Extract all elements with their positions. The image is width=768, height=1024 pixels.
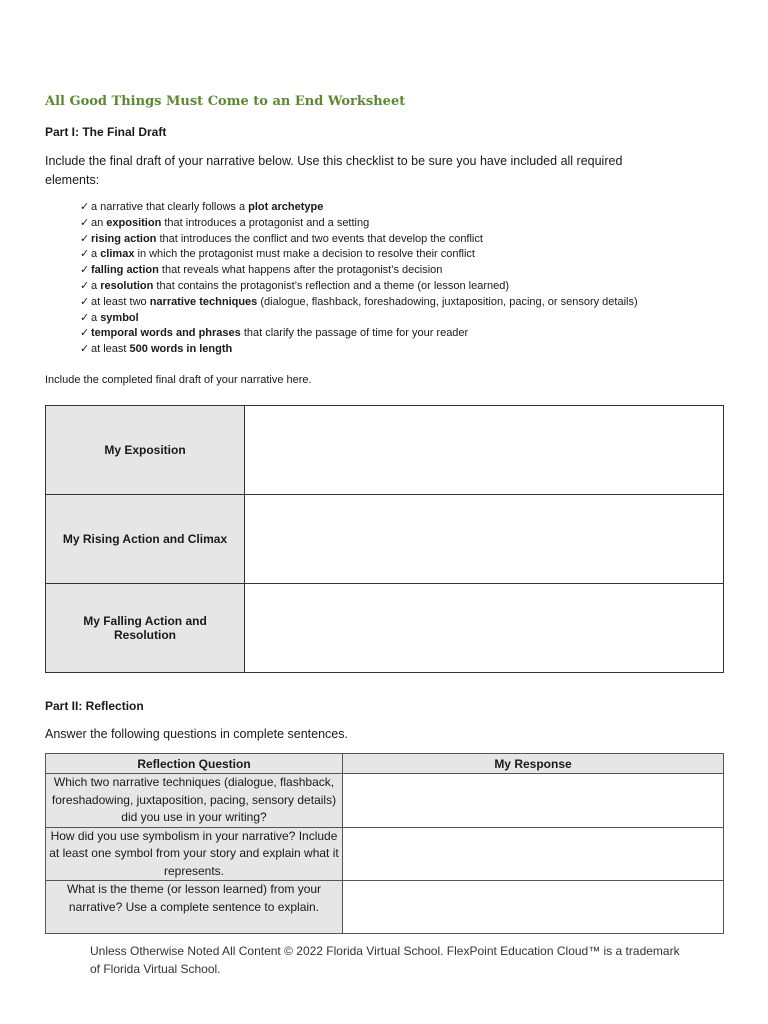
table-row: [46, 774, 724, 828]
table-row: [46, 881, 724, 934]
falling-action-response-cell[interactable]: [245, 584, 724, 673]
checklist-item: ✓ a symbol: [80, 311, 638, 327]
copyright-footer: Unless Otherwise Noted All Content © 2022 Florida Virtual School. FlexPoint Education Cloud™ is a trademark of Florida Virtual School.: [90, 944, 680, 976]
exposition-response-cell[interactable]: [245, 406, 724, 495]
checklist: [80, 200, 638, 358]
column-header-response: My Response: [343, 754, 724, 774]
part1-heading: Part I: The Final Draft: [45, 125, 167, 139]
table-header-row: [46, 754, 724, 774]
checkmark-icon: ✓: [80, 311, 90, 324]
reflection-question: How did you use symbolism in your narrative? Include at least one symbol from your story and explain what it represents.: [46, 827, 343, 881]
row-label: My Exposition: [46, 406, 245, 495]
checkmark-icon: ✓: [80, 295, 90, 308]
table-row: [46, 584, 724, 673]
checkmark-icon: ✓: [80, 216, 90, 229]
checklist-item: ✓ a narrative that clearly follows a plot archetype: [80, 200, 638, 216]
table-row: [46, 406, 724, 495]
part2-instruction: Answer the following questions in complete sentences.: [45, 727, 348, 741]
reflection-response-cell[interactable]: [343, 827, 724, 881]
reflection-response-cell[interactable]: [343, 774, 724, 828]
checklist-item: ✓ a resolution that contains the protagonist’s reflection and a theme (or lesson learned): [80, 279, 638, 295]
checklist-item: ✓ rising action that introduces the conflict and two events that develop the conflict: [80, 232, 638, 248]
checklist-item: ✓ a climax in which the protagonist must make a decision to resolve their conflict: [80, 247, 638, 263]
checklist-item: ✓ falling action that reveals what happens after the protagonist’s decision: [80, 263, 638, 279]
part2-heading: Part II: Reflection: [45, 699, 144, 713]
draft-note: Include the completed final draft of your narrative here.: [45, 374, 312, 386]
checklist-item: ✓ at least two narrative techniques (dialogue, flashback, foreshadowing, juxtaposition, pacing, or sensory details): [80, 295, 638, 311]
reflection-response-cell[interactable]: [343, 881, 724, 934]
table-row: [46, 495, 724, 584]
narrative-table: [45, 405, 724, 673]
checkmark-icon: ✓: [80, 264, 90, 277]
reflection-table: [45, 753, 724, 934]
checkmark-icon: ✓: [80, 279, 90, 292]
checkmark-icon: ✓: [80, 343, 90, 356]
row-label: My Rising Action and Climax: [46, 495, 245, 584]
checklist-item: ✓ an exposition that introduces a protagonist and a setting: [80, 216, 638, 232]
checkmark-icon: ✓: [80, 232, 90, 245]
checkmark-icon: ✓: [80, 327, 90, 340]
checkmark-icon: ✓: [80, 201, 90, 213]
row-label: My Falling Action and Resolution: [46, 584, 245, 673]
table-row: [46, 827, 724, 881]
column-header-question: Reflection Question: [46, 754, 343, 774]
checklist-item: ✓ temporal words and phrases that clarify the passage of time for your reader: [80, 326, 638, 342]
reflection-question: Which two narrative techniques (dialogue, flashback, foreshadowing, juxtaposition, pacing, sensory details) did you use in your writing?: [46, 774, 343, 828]
checklist-item: ✓ at least 500 words in length: [80, 342, 638, 358]
rising-action-response-cell[interactable]: [245, 495, 724, 584]
reflection-question: What is the theme (or lesson learned) from your narrative? Use a complete sentence to explain.: [46, 881, 343, 934]
checkmark-icon: ✓: [80, 248, 90, 261]
part1-intro: Include the final draft of your narrative below. Use this checklist to be sure you have included all required elements:: [45, 154, 623, 187]
worksheet-title: All Good Things Must Come to an End Worksheet: [45, 94, 406, 109]
